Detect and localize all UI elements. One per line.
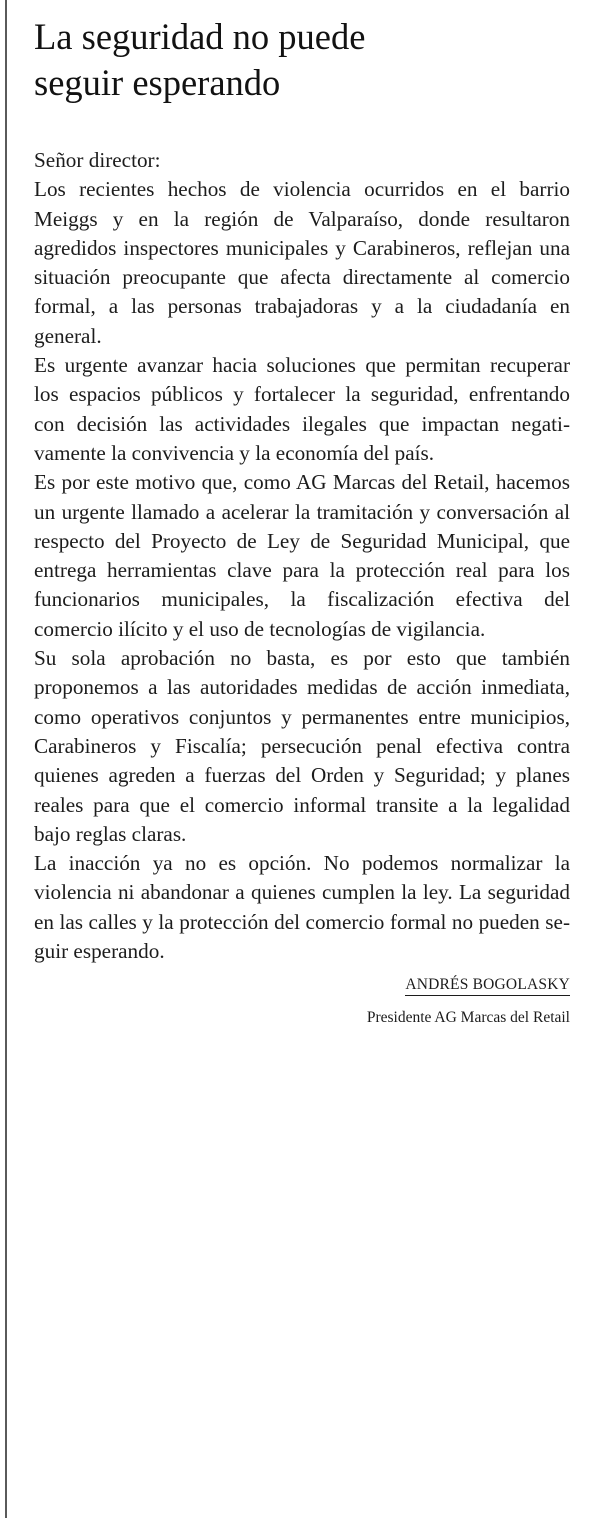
headline-line-2: seguir esperando	[34, 62, 281, 103]
paragraph-4: Su sola aprobación no basta, es por esto que también proponemos a las autoridades medidas de acción inmediata, como operativos conjuntos y permanentes entre municipios, Carabineros y Fiscalía; persecución penal efectiva contra quienes agreden a fuerzas del Orden y Seguridad; y planes reales para que el comercio informal transite a la legalidad bajo reglas claras.	[34, 646, 570, 846]
headline-line-1: La seguridad no puede	[34, 16, 366, 57]
letter-body	[34, 146, 570, 966]
salutation: Señor director:	[34, 148, 161, 172]
signature-title: Presidente AG Marcas del Retail	[366, 1009, 570, 1027]
paragraph-3: Es por este motivo que, como AG Marcas del Retail, hacemos un urgente llamado a acelerar la tramitación y conversación al respecto del Proyecto de Ley de Seguridad Municipal, que entrega herramientas clave para la protección real para los funcionarios municipales, la fiscalización efectiva del comercio ilícito y el uso de tecnologías de vigilancia.	[34, 470, 570, 641]
paragraph-2: Es urgente avanzar hacia soluciones que permitan recuperar los espacios públicos y fortalecer la seguridad, enfrentando con decisión las actividades ilegales que impactan negativamente la convivencia y la economía del país.	[34, 353, 570, 465]
paragraph-1: Los recientes hechos de violencia ocurridos en el barrio Meiggs y en la región de Valparaíso, donde resultaron agredidos inspectores municipales y Carabineros, reflejan una situación preocupante que afecta directamente al comercio formal, a las personas trabajadoras y a la ciudadanía en general.	[34, 177, 570, 348]
paragraph-5: La inacción ya no es opción. No podemos normalizar la violencia ni abandonar a quienes cumplen la ley. La seguridad en las calles y la protección del comercio formal no pueden seguir esperando.	[34, 851, 570, 964]
column-rule	[5, 0, 7, 1518]
signature-name: ANDRÉS BOGOLASKY	[405, 975, 570, 996]
headline	[34, 14, 570, 106]
signature-block	[34, 975, 570, 1028]
letter-to-editor	[34, 14, 570, 1028]
